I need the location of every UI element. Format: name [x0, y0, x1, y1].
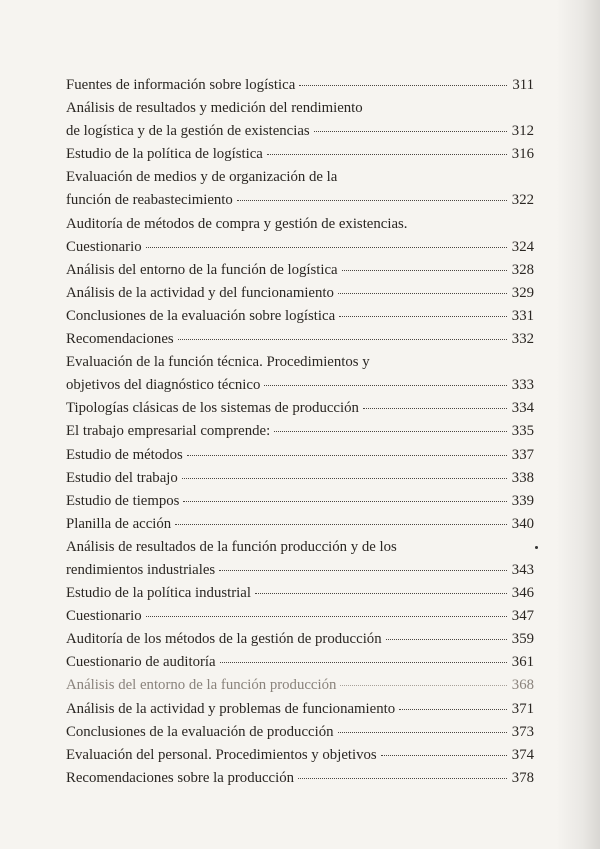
dot-leader	[399, 708, 507, 710]
toc-page-number: 339	[511, 492, 534, 509]
dot-leader	[338, 731, 508, 733]
toc-line	[66, 605, 534, 628]
toc-line	[66, 189, 534, 212]
dot-leader	[314, 130, 507, 132]
toc-entry	[66, 282, 534, 305]
toc-entry	[66, 628, 534, 651]
toc-entry-title: Cuestionario de auditoría	[66, 654, 216, 671]
toc-line	[66, 351, 534, 374]
toc-entry	[66, 305, 534, 328]
toc-line	[66, 282, 534, 305]
print-speck	[535, 546, 538, 549]
toc-line	[66, 420, 534, 443]
toc-line	[66, 536, 534, 559]
dot-leader	[381, 754, 507, 756]
toc-entry	[66, 674, 534, 697]
toc-entry-title: Análisis del entorno de la función producción	[66, 677, 337, 694]
toc-line	[66, 143, 534, 166]
toc-entry-title: Análisis de resultados de la función producción y de los	[66, 538, 397, 555]
toc-entry-title: El trabajo empresarial comprende:	[66, 423, 271, 440]
dot-leader	[267, 153, 507, 155]
toc-entry-title: Cuestionario	[66, 238, 142, 255]
toc-entry-title: Evaluación del personal. Procedimientos y objetivos	[66, 746, 377, 763]
toc-line	[66, 97, 534, 120]
table-of-contents	[66, 74, 534, 790]
dot-leader	[342, 269, 507, 271]
toc-line	[66, 582, 534, 605]
toc-entry	[66, 74, 534, 97]
toc-entry-title: Conclusiones de la evaluación de producción	[66, 723, 334, 740]
dot-leader	[274, 430, 507, 432]
dot-leader	[178, 338, 507, 340]
toc-entry-title: Cuestionario	[66, 608, 142, 625]
dot-leader	[146, 246, 507, 248]
toc-entry	[66, 328, 534, 351]
dot-leader	[339, 315, 507, 317]
toc-entry	[66, 467, 534, 490]
dot-leader	[264, 384, 507, 386]
toc-entry	[66, 259, 534, 282]
toc-entry-title: Estudio de tiempos	[66, 492, 180, 509]
toc-entry	[66, 444, 534, 467]
toc-page-number: 331	[511, 307, 534, 324]
toc-entry-title: Estudio de la política de logística	[66, 146, 263, 163]
dot-leader	[338, 292, 507, 294]
toc-page-number: 324	[511, 238, 534, 255]
toc-page-number: 328	[511, 261, 534, 278]
toc-page-number: 334	[511, 400, 534, 417]
toc-line	[66, 374, 534, 397]
toc-line	[66, 744, 534, 767]
toc-entry-title: Auditoría de los métodos de la gestión de producción	[66, 631, 382, 648]
toc-entry-title: Auditoría de métodos de compra y gestión de existencias.	[66, 215, 408, 232]
toc-line	[66, 305, 534, 328]
toc-page-number: 371	[511, 700, 534, 717]
toc-line	[66, 213, 534, 236]
toc-entry-title: Análisis de la actividad y del funcionamiento	[66, 284, 334, 301]
toc-entry	[66, 143, 534, 166]
toc-entry-title: Evaluación de la función técnica. Procedimientos y	[66, 354, 370, 371]
dot-leader	[219, 569, 507, 571]
toc-page-number: 373	[511, 723, 534, 740]
toc-line	[66, 236, 534, 259]
toc-line	[66, 166, 534, 189]
toc-page-number: 329	[511, 284, 534, 301]
toc-page-number: 374	[511, 746, 534, 763]
toc-line	[66, 467, 534, 490]
toc-line	[66, 120, 534, 143]
dot-leader	[146, 615, 507, 617]
toc-entry	[66, 767, 534, 790]
toc-page-number: 361	[511, 654, 534, 671]
toc-page-number: 378	[511, 769, 534, 786]
page-spine-shadow	[556, 0, 600, 849]
toc-entry-title: Recomendaciones	[66, 331, 174, 348]
toc-page-number: 316	[511, 146, 534, 163]
toc-entry-title: Estudio del trabajo	[66, 469, 178, 486]
toc-entry-title: objetivos del diagnóstico técnico	[66, 377, 261, 394]
toc-entry	[66, 513, 534, 536]
toc-line	[66, 259, 534, 282]
toc-line	[66, 674, 534, 697]
toc-page-number: 312	[511, 123, 534, 140]
toc-entry-title: Conclusiones de la evaluación sobre logística	[66, 307, 336, 324]
dot-leader	[183, 500, 507, 502]
dot-leader	[237, 199, 507, 201]
toc-page-number: 346	[511, 585, 534, 602]
dot-leader	[220, 661, 507, 663]
toc-page-number: 333	[511, 377, 534, 394]
toc-page-number: 338	[511, 469, 534, 486]
toc-page-number: 343	[511, 561, 534, 578]
dot-leader	[182, 477, 507, 479]
toc-line	[66, 444, 534, 467]
toc-page-number: 332	[511, 331, 534, 348]
toc-page-number: 337	[511, 446, 534, 463]
toc-entry-title: función de reabastecimiento	[66, 192, 233, 209]
toc-entry	[66, 582, 534, 605]
toc-entry-title: de logística y de la gestión de existencias	[66, 123, 310, 140]
toc-line	[66, 74, 534, 97]
toc-line	[66, 513, 534, 536]
toc-entry-title: Análisis de la actividad y problemas de funcionamiento	[66, 700, 396, 717]
dot-leader	[298, 777, 507, 779]
toc-entry	[66, 420, 534, 443]
toc-entry	[66, 166, 534, 212]
toc-page-number: 347	[511, 608, 534, 625]
toc-entry-title: Estudio de métodos	[66, 446, 183, 463]
toc-entry-title: rendimientos industriales	[66, 561, 216, 578]
dot-leader	[175, 523, 507, 525]
toc-line	[66, 628, 534, 651]
toc-line	[66, 698, 534, 721]
toc-entry	[66, 536, 534, 582]
toc-page-number: 311	[512, 77, 534, 93]
toc-entry	[66, 605, 534, 628]
toc-page-number: 322	[511, 192, 534, 209]
toc-entry-title: Recomendaciones sobre la producción	[66, 769, 295, 786]
dot-leader	[255, 592, 507, 594]
dot-leader	[299, 84, 507, 86]
toc-entry	[66, 397, 534, 420]
toc-line	[66, 767, 534, 790]
dot-leader	[187, 454, 507, 456]
dot-leader	[340, 684, 507, 686]
toc-entry	[66, 213, 534, 259]
toc-line	[66, 397, 534, 420]
toc-entry-title: Estudio de la política industrial	[66, 585, 251, 602]
toc-entry	[66, 651, 534, 674]
toc-line	[66, 559, 534, 582]
toc-entry	[66, 721, 534, 744]
toc-line	[66, 328, 534, 351]
toc-entry-title: Análisis de resultados y medición del rendimiento	[66, 100, 363, 117]
toc-entry	[66, 698, 534, 721]
toc-line	[66, 651, 534, 674]
toc-entry	[66, 744, 534, 767]
toc-entry	[66, 97, 534, 143]
toc-entry	[66, 351, 534, 397]
toc-page-number: 335	[511, 423, 534, 440]
toc-entry-title: Planilla de acción	[66, 515, 172, 532]
toc-page-number: 359	[511, 631, 534, 648]
toc-page-number: 368	[511, 677, 534, 694]
dot-leader	[363, 407, 507, 409]
toc-line	[66, 490, 534, 513]
toc-entry-title: Tipologías clásicas de los sistemas de producción	[66, 400, 359, 417]
toc-entry	[66, 490, 534, 513]
toc-entry-title: Fuentes de información sobre logística	[66, 77, 296, 93]
toc-line	[66, 721, 534, 744]
toc-page-number: 340	[511, 515, 534, 532]
toc-entry-title: Análisis del entorno de la función de logística	[66, 261, 338, 278]
toc-entry-title: Evaluación de medios y de organización de la	[66, 169, 338, 186]
dot-leader	[386, 638, 507, 640]
